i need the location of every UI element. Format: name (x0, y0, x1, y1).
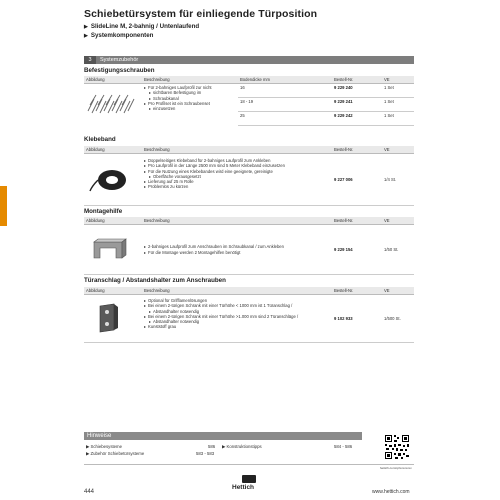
hinweis-item: ▶ Zubehör Schiebetürsysteme (86, 451, 145, 456)
page-number: 444 (84, 489, 95, 495)
description: ▸ Doppelseitiges Klebeband für 2-bahniges Laufprofil zum Ankleben ▸ Pro Laufprofil in der Länge 2500 mm sind 5 Meter Klebeband einzusetzen ▸ Für die Nutzung eines Klebebandes wird eine geeignete, gereinigte ▸ Oberfläche vorausgesetzt ▸ Lieferung auf 25 m Rolle ▸ Problemlos zu kürzen (142, 154, 332, 206)
packing-unit: 1 Set (382, 84, 414, 98)
col-header: Abbildung (84, 146, 142, 154)
packing-unit: 1/50 St. (382, 225, 414, 275)
col-header: VE (382, 217, 414, 225)
col-header: Abbildung (84, 287, 142, 295)
col-header: Bestell-Nr. (332, 76, 382, 84)
hinweis-item: ▶ Schiebesysteme (86, 444, 123, 449)
table-row (84, 295, 414, 343)
article-number: 9 229 240 (332, 84, 382, 98)
subtitle-product: ▶ SlideLine M, 2-bahnig / Untenlaufend (84, 23, 200, 30)
thickness: 16 (238, 84, 332, 98)
section-label: Systemzubehör (100, 57, 139, 63)
footer-divider (84, 464, 414, 465)
description: ▸ Optional für Grifflamenlösungen ▸ Bei einem 2-türigen Schrank mit einer Türhöhe < 1000 mm ist 1 Türanschlag / ▸ Abstandhalter notwendig ▸ Bei einem 2-türigen Schrank mit einer Türhöhe >1.000 mm sind 2 Türanschläge / ▸ Abstandhalter notwendig ▸ Kunststoff grau (142, 295, 332, 343)
article-number: 9 102 933 (332, 295, 382, 343)
description: ▸ 2-bahniges Laufprofil zum Anschrauben im Schraubkanal / zum Ankleben ▸ Für die Montage werden 2 Montagehilfen benötigt (142, 225, 332, 275)
table-klebeband (84, 146, 414, 206)
table-row (84, 154, 414, 206)
chapter-tab (0, 186, 7, 226)
qr-code-icon[interactable] (384, 434, 410, 460)
tape-roll-image (84, 154, 142, 206)
col-header: Beschreibung (142, 217, 332, 225)
table-row (84, 84, 414, 98)
section-title-befestigung: Befestigungsschrauben (84, 67, 155, 74)
table-montagehilfe (84, 217, 414, 275)
hinweis-pages: 583 - 583 (196, 451, 215, 456)
table-befestigung (84, 76, 414, 126)
col-header: Bestell-Nr. (332, 217, 382, 225)
arrow-icon: ▶ (84, 33, 88, 39)
col-header: VE (382, 76, 414, 84)
website-link[interactable]: www.hettich.com (372, 489, 410, 495)
section-title-montagehilfe: Montagehilfe (84, 208, 123, 215)
col-header: Beschreibung (142, 76, 238, 84)
col-header: Beschreibung (142, 146, 332, 154)
hinweise-title: Hinweise (84, 432, 362, 440)
description: ▸ Für 2-bahniges Laufprofil zur nicht ▸ sichtbaren Befestigung im ▸ Schraubkanal ▸ Pro Profilset ist ein Schraubenset ▸ einzusetzen (142, 84, 238, 126)
table-row (84, 225, 414, 275)
thickness: 25 (238, 112, 332, 126)
packing-unit: 1 Set (382, 98, 414, 112)
article-number: 9 229 241 (332, 98, 382, 112)
section-title-tueranschlag: Türanschlag / Abstandshalter zum Anschrauben (84, 277, 226, 284)
qr-caption: hettich.com/qr/xxxxxxxx (380, 466, 412, 470)
hinweis-pages: 584 - 586 (334, 444, 353, 449)
article-number: 9 227 006 (332, 154, 382, 206)
section-bar (84, 56, 414, 64)
section-number: 3 (84, 56, 96, 64)
mounting-aid-image (84, 225, 142, 275)
packing-unit: 1 Set (382, 112, 414, 126)
article-number: 9 229 242 (332, 112, 382, 126)
col-header: Bestell-Nr. (332, 287, 382, 295)
hettich-logo-icon (242, 475, 256, 483)
col-header: VE (382, 146, 414, 154)
packing-unit: 1/500 St. (382, 295, 414, 343)
screws-image (84, 84, 142, 126)
section-title-klebeband: Klebeband (84, 136, 116, 143)
col-header: VE (382, 287, 414, 295)
arrow-icon: ▶ (84, 24, 88, 30)
door-stop-image (84, 295, 142, 343)
subtitle-components: ▶ Systemkomponenten (84, 32, 154, 39)
article-number: 9 229 154 (332, 225, 382, 275)
col-header: Abbildung (84, 76, 142, 84)
brand-name: Hettich (232, 484, 255, 491)
col-header: Bestell-Nr. (332, 146, 382, 154)
hinweis-pages: 586 (208, 444, 216, 449)
col-header: Abbildung (84, 217, 142, 225)
hinweis-item: ▶ Konstruktionstipps (222, 444, 262, 449)
thickness: 18 - 19 (238, 98, 332, 112)
col-header: Bodendicke mm (238, 76, 332, 84)
page-title: Schiebetürsystem für einliegende Türposition (84, 8, 318, 20)
table-tueranschlag (84, 287, 414, 343)
packing-unit: 1/4 St. (382, 154, 414, 206)
col-header: Beschreibung (142, 287, 332, 295)
